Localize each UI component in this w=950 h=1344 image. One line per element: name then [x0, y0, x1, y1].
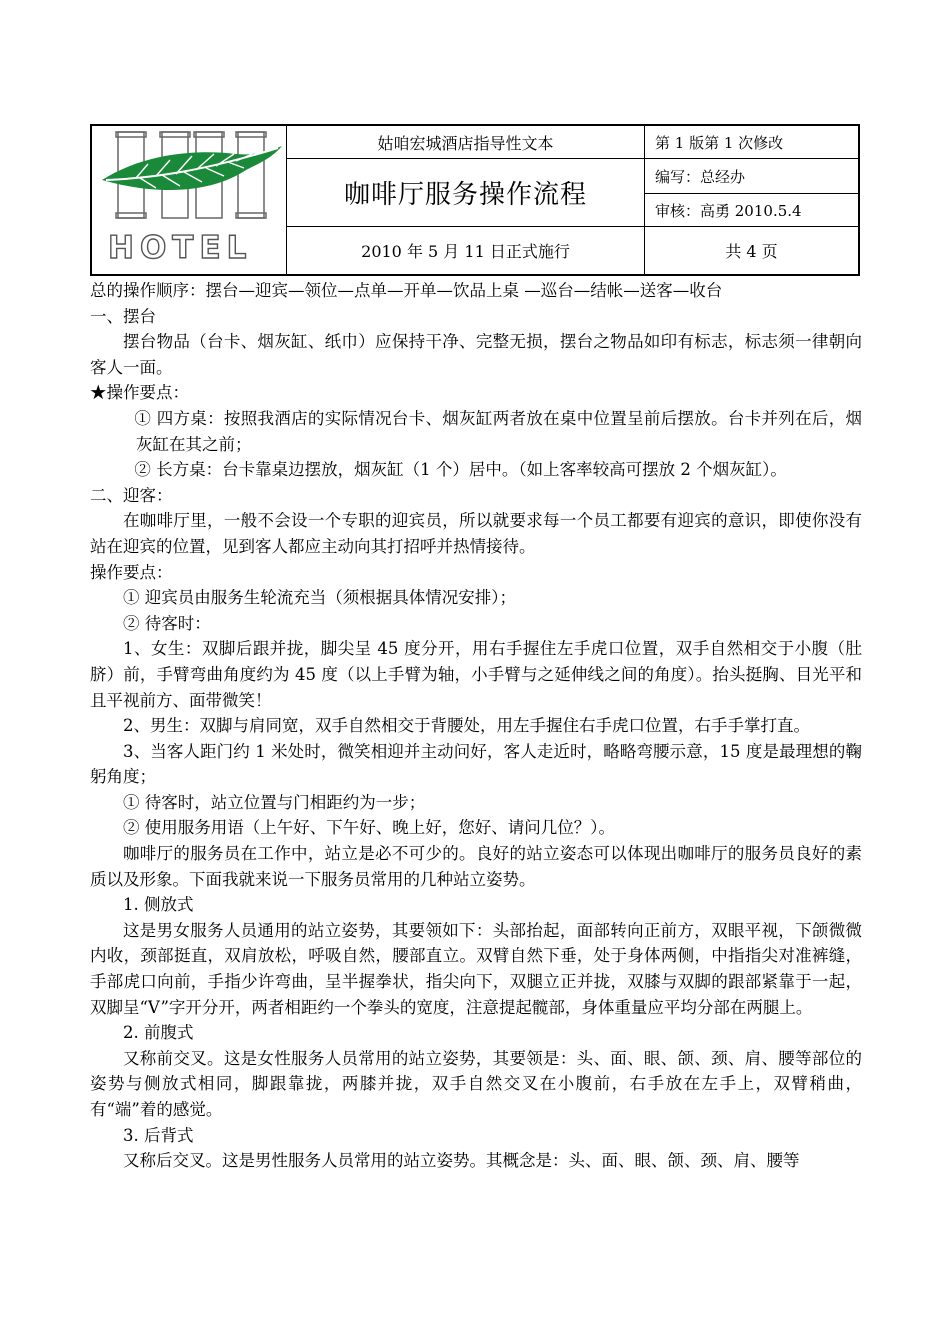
paragraph: 咖啡厅的服务员在工作中，站立是必不可少的。良好的站立姿态可以体现出咖啡厅的服务员良好的素质以及形象。下面我就来说一下服务员常用的几种站立姿势。: [90, 844, 862, 889]
author-info: 编写：总经办: [655, 167, 746, 186]
document-body: [90, 278, 862, 1174]
document-title: 咖啡厅服务操作流程: [343, 180, 587, 210]
logo-text: HOTEL: [108, 230, 253, 266]
list-item: ① 迎宾员由服务生轮流充当（须根据具体情况安排）；: [123, 588, 516, 608]
list-item: ② 长方桌：台卡靠桌边摆放，烟灰缸（1 个）居中。（如上客率较高可摆放 2 个烟灰缸）。: [134, 460, 787, 480]
list-item: ① 四方桌：按照我酒店的实际情况台卡、烟灰缸两者放在桌中位置呈前后摆放。台卡并列在后，烟灰缸在其之前；: [134, 408, 862, 454]
subheading: 1. 侧放式: [123, 895, 194, 915]
paragraph: 在咖啡厅里，一般不会设一个专职的迎宾员，所以就要求每一个员工都要有迎宾的意识，即使你没有站在迎宾的位置，见到客人都应主动向其打招呼并热情接待。: [90, 511, 862, 556]
paragraph: 又称后交叉。这是男性服务人员常用的站立姿势。其概念是：头、面、眼、颌、颈、肩、腰等: [123, 1151, 800, 1171]
org-doc-type: 姑咱宏城酒店指导性文本: [377, 133, 554, 153]
list-item: ① 待客时，站立位置与门相距约为一步；: [123, 792, 426, 812]
paragraph: 3、当客人距门约 1 米处时，微笑相迎并主动问好，客人走近时，略略弯腰示意，15 度是最理想的鞠躬角度；: [90, 741, 862, 787]
list-item: ② 使用服务用语（上午好、下午好、晚上好，您好、请问几位？）。: [123, 818, 615, 838]
section-heading: 一、摆台: [90, 306, 156, 326]
leaf-logo-icon: [96, 128, 284, 274]
effective-date: 2010 年 5 月 11 日正式施行: [361, 242, 570, 261]
operation-sequence: 总的操作顺序：摆台—迎宾—领位—点单—开单—饮品上桌 —巡台—结帐—送客—收台: [90, 281, 723, 300]
paragraph: 摆台物品（台卡、烟灰缸、纸巾）应保持干净、完整无损，摆台之物品如印有标志，标志须一律朝向客人一面。: [90, 332, 862, 377]
hotel-logo: [96, 128, 284, 274]
paragraph: 又称前交叉。这是女性服务人员常用的站立姿势，其要领是：头、面、眼、颌、颈、肩、腰等部位的姿势与侧放式相同，脚跟靠拢，两膝并拢，双手自然交叉在小腹前，右手放在左手上，双臂稍曲，有“端”着的感觉。: [90, 1048, 862, 1119]
section-heading: 二、迎客：: [90, 485, 173, 505]
paragraph: 2、男生：双脚与肩同宽，双手自然相交于背腰处，用左手握住右手虎口位置，右手手掌打直。: [123, 716, 810, 736]
paragraph: 这是男女服务人员通用的站立姿势，其要领如下：头部抬起，面部转向正前方，双眼平视，下颌微微内收，颈部挺直，双肩放松，呼吸自然，腰部直立。双臂自然下垂，处于身体两侧，中指指尖对准裤缝，手部虎口向前，手指少许弯曲，呈半握拳状，指尖向下，双腿立正并拢，双膝与双脚的跟部紧靠于一起，双脚呈“V”字开分开，两者相距约一个拳头的宽度，注意提起髋部，身体重量应平均分部在两腿上。: [90, 920, 862, 1017]
version-info: 第 1 版第 1 次修改: [655, 133, 784, 152]
subheading: 3. 后背式: [123, 1125, 194, 1145]
document-header-table: [90, 124, 860, 276]
subheading: 2. 前腹式: [123, 1023, 194, 1043]
subheading: ★操作要点：: [90, 383, 189, 403]
subheading: 操作要点：: [90, 562, 173, 582]
list-item: ② 待客时：: [123, 613, 211, 633]
page-count: 共 4 页: [725, 242, 778, 261]
paragraph: 1、女生：双脚后跟并拢，脚尖呈 45 度分开，用右手握住左手虎口位置，双手自然相交于小腹（肚脐）前，手臂弯曲角度约为 45 度（以上手臂为轴，小手臂与之延伸线之间的角度）。抬头挺胸、目光平和且平视前方、面带微笑！: [90, 639, 862, 710]
reviewer-info: 审核：高勇 2010.5.4: [655, 201, 802, 220]
